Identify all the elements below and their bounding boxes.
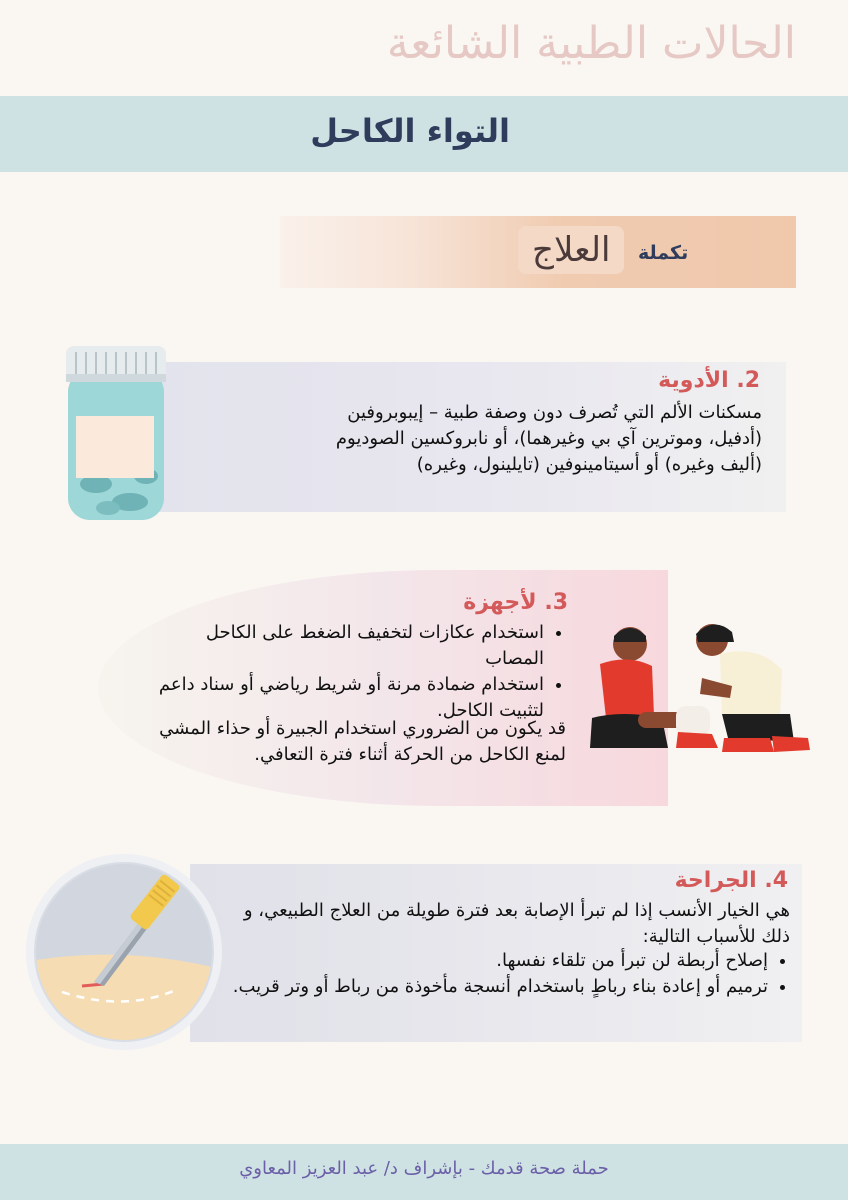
devices-body: قد يكون من الضروري استخدام الجبيرة أو حذاء المشي لمنع الكاحل من الحركة أثناء فترة التعافي.: [159, 718, 566, 765]
medications-heading: 2. الأدوية: [658, 368, 760, 393]
surgery-heading: 4. الجراحة: [674, 868, 788, 893]
medications-body: مسكنات الألم التي تُصرف دون وصفة طبية – إيبوبروفين (أدفيل، وموترين آي بي وغيرهما)، أو نابروكسين الصوديوم (أليف وغيره) أو أسيتامينوفين (تايلينول، وغيره): [335, 402, 762, 475]
footer-credit: حملة صحة قدمك - بإشراف د/ عبد العزيز المعاوي: [239, 1158, 609, 1179]
list-item: • إصلاح أربطة لن تبرأ من تلقاء نفسها.: [228, 948, 768, 974]
list-item: • ترميم أو إعادة بناء رباطٍ باستخدام أنسجة مأخوذة من رباط أو وتر قريب.: [228, 974, 768, 1000]
surgery-bullet-list: [228, 948, 790, 1000]
list-item: • استخدام ضمادة مرنة أو شريط رياضي أو سناد داعم لتثبيت الكاحل.: [144, 672, 544, 724]
document-title: الحالات الطبية الشائعة: [386, 18, 796, 69]
devices-heading: 3. لأجهزة: [463, 590, 568, 615]
devices-bullet-list: [144, 620, 566, 724]
scalpel-icon: [24, 852, 224, 1052]
ankle-bandage-illustration: [582, 614, 812, 762]
topic-title: التواء الكاحل: [310, 112, 510, 150]
list-item: • استخدام عكازات لتخفيف الضغط على الكاحل المصاب: [144, 620, 544, 672]
surgery-intro: هي الخيار الأنسب إذا لم تبرأ الإصابة بعد فترة طويلة من العلاج الطبيعي، و ذلك للأسباب التالية:: [243, 900, 790, 947]
pill-bottle-icon: [62, 344, 170, 526]
section-title: العلاج: [518, 226, 624, 274]
section-title-prefix: تكملة: [638, 242, 689, 264]
